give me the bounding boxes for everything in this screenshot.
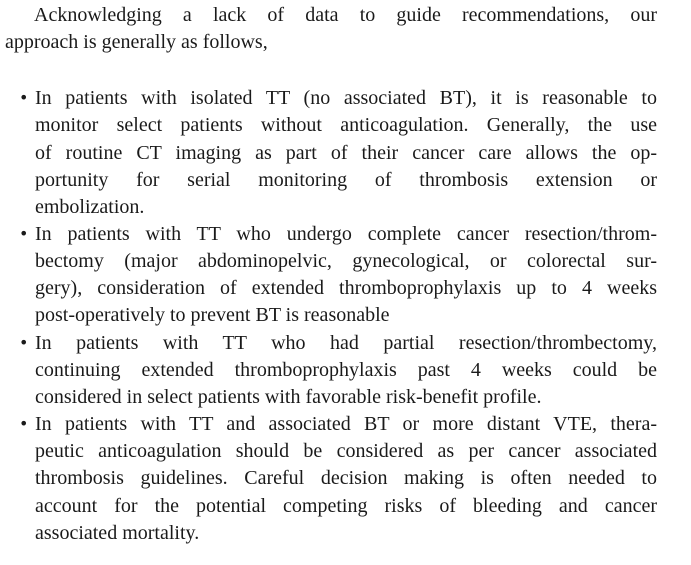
bullet-icon: •: [19, 333, 29, 352]
bullet-4-line-5: associated mortality.: [35, 522, 200, 544]
bullet-3-line-2: continuing extended thromboprophylaxis past 4 weeks could be: [35, 359, 657, 381]
intro-line-1: Acknowledging a lack of data to guide recommendations, our: [34, 4, 657, 26]
bullet-1-line-2: monitor select patients without anticoagulation. Generally, the use: [35, 114, 657, 136]
bullet-4-line-1: In patients with TT and associated BT or more distant VTE, thera-: [35, 413, 657, 435]
bullet-2-line-1: In patients with TT who undergo complete cancer resection/throm-: [35, 223, 657, 245]
bullet-1-line-5: embolization.: [35, 196, 145, 218]
bullet-3-line-3: considered in select patients with favorable risk-benefit profile.: [35, 386, 542, 408]
bullet-1-line-3: of routine CT imaging as part of their cancer care allows the op-: [35, 142, 657, 164]
bullet-2-line-4: post-operatively to prevent BT is reasonable: [35, 304, 390, 326]
bullet-icon: •: [19, 414, 29, 433]
bullet-4-line-2: peutic anticoagulation should be considered as per cancer associated: [35, 440, 657, 462]
bullet-icon: •: [19, 224, 29, 243]
bullet-icon: •: [19, 88, 29, 107]
bullet-2-line-3: gery), consideration of extended thromboprophylaxis up to 4 weeks: [35, 277, 657, 299]
bullet-2-line-2: bectomy (major abdominopelvic, gynecological, or colorectal sur-: [35, 250, 657, 272]
bullet-4-line-3: thrombosis guidelines. Careful decision making is often needed to: [35, 467, 657, 489]
bullet-1-line-1: In patients with isolated TT (no associated BT), it is reasonable to: [35, 87, 657, 109]
bullet-4-line-4: account for the potential competing risks of bleeding and cancer: [35, 495, 657, 517]
intro-line-2: approach is generally as follows,: [5, 31, 268, 53]
bullet-1-line-4: portunity for serial monitoring of thrombosis extension or: [35, 169, 657, 191]
bullet-3-line-1: In patients with TT who had partial resection/thrombectomy,: [35, 332, 657, 354]
